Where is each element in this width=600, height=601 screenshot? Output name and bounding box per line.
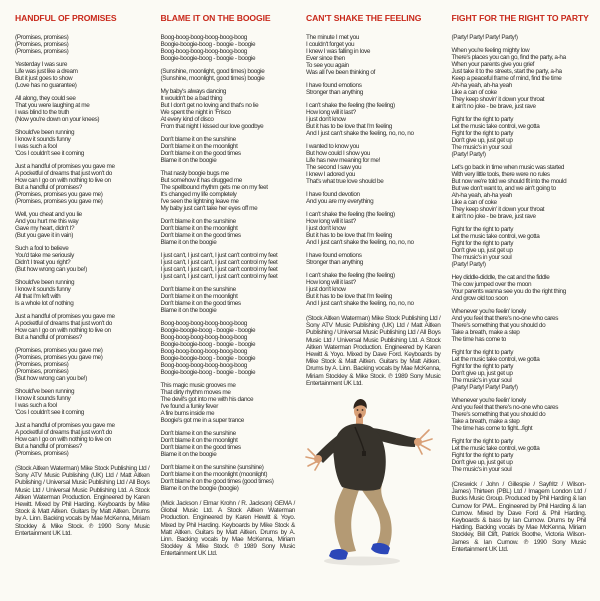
lyric-line: I can't shake the feeling (the feeling)	[306, 102, 395, 109]
stanza	[161, 170, 296, 212]
song-column-fight-for-the-right-to-party	[452, 13, 587, 591]
lyric-line: Fight for the right to party	[451, 130, 514, 137]
stanza	[161, 252, 296, 280]
lyric-line: Ever since then	[306, 55, 345, 62]
lyric-line: And I just can't shake the feeling, no, no, no	[306, 239, 414, 246]
lyric-line: (Party! Party!)	[451, 261, 486, 268]
lyric-line: The spellbound rhythm gets me on my feet	[160, 184, 268, 191]
stanza	[452, 116, 587, 158]
lyric-line: Let's go back in time when music was started	[451, 164, 565, 171]
stanza	[306, 34, 441, 76]
lyric-line: (Promises, promises you gave me)	[15, 198, 103, 205]
stanza	[161, 382, 296, 424]
lyric-line: I wanted to know you	[306, 143, 360, 150]
lyric-line: I just don't know	[306, 286, 346, 293]
stanza	[161, 430, 296, 458]
lyric-line: Don't give up, just get up	[451, 247, 513, 254]
lyric-line: It ain't no joke - be brave, just rave	[451, 213, 536, 220]
lyric-line: How long will it last?	[306, 109, 356, 116]
stanza	[306, 82, 441, 96]
lyric-line: How long will it last?	[306, 279, 356, 286]
stanza	[306, 252, 441, 266]
lyric-line: Fight for the right to party	[451, 116, 514, 123]
dancing-man-photo	[302, 397, 441, 574]
lyric-line: The music's in your soul	[451, 254, 512, 261]
lyric-line: (Sunshine, moonlight, good times) boogie	[160, 75, 265, 82]
lyric-line: Fight for the right to party	[451, 438, 514, 445]
lyric-line: Don't blame it on the moonlight	[160, 437, 238, 444]
lyric-line: Boog-boog-boog-boog-boog-boog	[160, 334, 247, 341]
lyric-line: Don't blame it on the good times	[160, 232, 241, 239]
lyric-line: I was such a fool	[15, 143, 57, 150]
song-credits: (Stock Aitken Waterman) Mike Stock Publishing Ltd / Sony ATV Music Publishing (UK) Ltd / Matt Aitken Publishing / Universal Music Publishing Ltd / All Boys Music Ltd / Universal Music Publishing Ltd. A Stock Aitken Waterman Production. Engineered by Karen Hewitt. Mixed by Phil Harding. Keyboards by Mike Stock & Matt Aitken. Guitars by Matt Aitken. Drums by A. Linn. Backing vocals by Mae McKenna, Miriam Stockley & Mike Stock. ℗ 1990 Sony Music Entertainment UK Ltd.	[15, 465, 150, 537]
song-lyrics	[306, 34, 441, 307]
lyric-line: I've found a funky fever	[160, 403, 218, 410]
lyric-line: The time has come to fight...fight	[451, 425, 533, 432]
lyric-line: Boogie-boogie-boog - boogie - boogie	[160, 369, 256, 376]
lyric-line: From that night I kissed our love goodbye	[160, 123, 264, 130]
lyric-line: But it has to be love that I'm feeling	[306, 123, 392, 130]
lyric-line: There's something that you should do	[451, 411, 546, 418]
lyric-line: (Now you're down on your knees)	[15, 116, 100, 123]
lyric-line: Is a whole lot of nothing	[15, 300, 74, 307]
stanza	[306, 191, 441, 205]
lyric-line: A pocketful of dreams that just won't do	[15, 170, 112, 177]
lyric-line: Yesterday I was sure	[15, 61, 68, 68]
lyric-line: I knew I adored you	[306, 171, 356, 178]
lyric-line: Blame it on the boogie	[160, 239, 217, 246]
lyric-line: Don't blame it on the good times (good times)	[160, 478, 274, 485]
lyric-line: (But you gave it in vain)	[15, 232, 74, 239]
lyric-line: Boog-boog-boog-boog-boog-boog	[160, 362, 247, 369]
stanza	[306, 211, 441, 246]
stanza	[452, 274, 587, 302]
lyric-line: Boogie-boogie-boog - boogie - boogie	[160, 355, 256, 362]
lyric-line: All that I'm left with	[15, 293, 61, 300]
lyric-line: But it has to be love that I'm feeling	[306, 232, 392, 239]
lyric-line: I just can't, I just can't, I just can't control my feet	[160, 273, 278, 280]
lyric-line: A fire burns inside me	[160, 410, 215, 417]
lyric-line: The cow jumped over the moon	[451, 281, 532, 288]
lyric-line: But somehow it has drugged me	[160, 177, 243, 184]
lyric-line: They keep shovin' it down your throat	[451, 96, 545, 103]
lyric-line: To see you again	[306, 62, 349, 69]
lyric-line: I just don't know	[306, 116, 346, 123]
lyric-line: Hey diddle-diddle, the cat and the fiddle	[451, 274, 550, 281]
lyric-line: That you were laughing at me	[15, 102, 90, 109]
lyric-line: But how could I show you	[306, 150, 371, 157]
lyric-line: Boogie-boogie-boog - boogie - boogie	[160, 55, 256, 62]
lyric-line: Whenever you're feelin' lonely	[451, 308, 526, 315]
lyric-line: (Party! Party!)	[451, 151, 486, 158]
lyric-line: (Promises, promises)	[15, 34, 69, 41]
lyric-line: (Sunshine, moonlight, good times) boogie	[160, 68, 265, 75]
stanza	[452, 34, 587, 41]
stanza	[15, 61, 150, 89]
lyric-line: That dirty rhythm moves me	[160, 389, 231, 396]
lyric-line: Boogie-boogie-boog - boogie - boogie	[160, 41, 256, 48]
lyric-line: Fight for the right to party	[451, 363, 514, 370]
stanza	[15, 95, 150, 123]
stanza	[161, 218, 296, 246]
lyric-line: Stronger than anything	[306, 89, 363, 96]
lyric-line: (Promises, promises you gave me)	[15, 347, 103, 354]
lyric-line: Let the music take control, we gotta	[451, 123, 540, 130]
lyric-line: Like a can of coke	[451, 89, 497, 96]
stanza	[15, 347, 150, 382]
lyric-line: (Promises, promises)	[15, 48, 69, 55]
stanza	[161, 136, 296, 164]
stanza	[15, 129, 150, 157]
lyric-line: Blame it on the boogie	[160, 307, 217, 314]
lyric-line: Such a fool to believe	[15, 245, 69, 252]
lyric-line: Gave my heart, didn't I?	[15, 225, 75, 232]
lyric-line: It's changed my life completely	[160, 191, 237, 198]
lyric-line: My baby just can't take her eyes off me	[160, 205, 258, 212]
stanza	[306, 272, 441, 307]
lyric-line: Ah-ha yeah, ah-ha yeah	[451, 192, 513, 199]
lyric-line: A pocketful of dreams that just won't do	[15, 429, 112, 436]
lyric-line: 'Cos I couldn't see it coming	[15, 150, 85, 157]
lyric-line: Let the music take control, we gotta	[451, 233, 540, 240]
lyric-line: Just take it to the streets, start the party, a-ha	[451, 68, 562, 75]
lyric-line: Fight for the right to party	[451, 226, 514, 233]
lyric-line: (Love has no guarantee)	[15, 82, 77, 89]
lyric-line: Didn't I treat you right?	[15, 259, 71, 266]
stanza	[15, 163, 150, 205]
lyric-line: How can I go on with nothing to live on	[15, 177, 111, 184]
lyric-line: You'd take me seriously	[15, 252, 75, 259]
lyric-line: I just don't know	[306, 225, 346, 232]
song-credits: (Mick Jackson / Elmar Krohn / R. Jackson) GEMA / Global Music Ltd. A Stock Aitken Waterman Production. Engineered by Karen Hewitt & Yoyo. Mixed by Phil Harding. Keyboards by Mike Stock & Matt Aitken. Guitars by Matt Aitken. Drums by A. Linn. Backing vocals by Mae McKenna, Miriam Stockley & Mike Stock. ℗ 1989 Sony Music Entertainment UK Ltd.	[160, 500, 295, 558]
lyric-line: And I just can't shake the feeling, no, no, no	[306, 300, 414, 307]
song-title: BLAME IT ON THE BOOGIE	[160, 13, 271, 23]
stanza	[452, 226, 587, 268]
lyric-line: Boogie-boogie-boog - boogie - boogie	[160, 327, 256, 334]
lyric-line: This magic music grooves me	[160, 382, 236, 389]
song-column-blame-it-on-the-boogie	[161, 13, 296, 591]
lyric-line: Fight for the right to party	[451, 349, 514, 356]
stanza	[452, 397, 587, 432]
lyric-line: Let the music take control, we gotta	[451, 445, 540, 452]
stanza	[161, 88, 296, 130]
lyric-line: Don't blame it on the good times	[160, 300, 241, 307]
lyric-line: Don't blame it on the moonlight (moonlight)	[160, 471, 268, 478]
lyric-line: Boog-boog-boog-boog-boog-boog	[160, 34, 247, 41]
lyric-line: Just a handful of promises you gave me	[15, 313, 115, 320]
lyric-line: (Promises, promises)	[15, 361, 69, 368]
lyric-line: But now we're told we should fit into the mould	[451, 178, 567, 185]
lyric-line: All along, they could see	[15, 95, 76, 102]
lyric-line: (Promises, promises)	[15, 450, 69, 457]
lyric-line: There's something that you should do	[451, 322, 546, 329]
lyric-line: 'Cos I couldn't see it coming	[15, 409, 85, 416]
stanza	[452, 349, 587, 391]
lyric-line: Boog-boog-boog-boog-boog-boog	[160, 48, 247, 55]
lyric-line: Don't give up, just get up	[451, 459, 513, 466]
lyric-line: It ain't no joke - be brave, just rave	[451, 103, 536, 110]
lyric-line: Like a can of coke	[451, 199, 497, 206]
stanza	[452, 47, 587, 110]
lyric-line: I knew I was falling in love	[306, 48, 371, 55]
song-lyrics	[161, 34, 296, 492]
lyric-line: (Promises, promises)	[15, 368, 69, 375]
lyric-line: Boog-boog-boog-boog-boog-boog	[160, 320, 247, 327]
lyric-line: The music's in your soul	[451, 377, 512, 384]
lyric-line: But I don't get no loving and that's no lie	[160, 102, 259, 109]
lyric-line: Life was just like a dream	[15, 68, 78, 75]
lyric-line: (Party! Party! Party! Party!)	[451, 384, 518, 391]
lyric-line: Don't give up, just get up	[451, 137, 513, 144]
stanza	[15, 34, 150, 55]
lyric-line: I just can't, I just can't, I just can't control my feet	[160, 266, 278, 273]
lyric-line: The time has come to	[451, 336, 506, 343]
stanza	[15, 388, 150, 416]
song-column-cant-shake-the-feeling	[306, 13, 441, 591]
lyric-line: Don't blame it on the good times	[160, 444, 241, 451]
stanza	[306, 143, 441, 185]
lyric-line: (Promises, promises you gave me)	[15, 191, 103, 198]
lyric-line: But a handful of promises?	[15, 443, 82, 450]
lyric-line: Ah-ha yeah, ah-ha yeah	[451, 82, 513, 89]
lyric-line: I just can't, I just can't, I just can't control my feet	[160, 259, 278, 266]
lyric-line: Fight for the right to party	[451, 452, 514, 459]
lyric-line: With very little tools, there were no rules	[451, 171, 550, 178]
lyric-line: I know it sounds funny	[15, 286, 71, 293]
lyric-line: Don't blame it on the sunshine	[160, 430, 236, 437]
lyric-line: Take a breath, make a step	[451, 329, 520, 336]
lyric-line: I know it sounds funny	[15, 395, 71, 402]
lyric-line: How can I go on with nothing to live on	[15, 327, 111, 334]
lyric-line: Don't blame it on the sunshine (sunshine)	[160, 464, 264, 471]
lyric-line: Fight for the right to party	[451, 240, 514, 247]
lyric-line: (But how wrong can you be!)	[15, 266, 87, 273]
lyric-line: Life has new meaning for me!	[306, 157, 381, 164]
song-lyrics	[15, 34, 150, 457]
lyric-line: Should've been running	[15, 388, 75, 395]
song-credits: (Creswick / John / Gillespie / Sayfritz / Wilson-James) Thirteen (PBL) Ltd / Imagem London Ltd / Bucks Music Group. Produced by Phil Harding & Ian Curnow for PWL. Engineered by Phil Harding & Ian Curnow. Mixed by Dave Ford & Phil Harding. Keyboards & bass by Ian Curnow. Drums by Phil Harding. Backing vocals by Mae McKenna, Miriam Stockley, Bill Clift, Patrick Boothe, Victoria Wilson-James & Ian Curnow. ℗ 1990 Sony Music Entertainment UK Ltd.	[451, 481, 586, 553]
lyric-line: I can't shake the feeling (the feeling)	[306, 211, 395, 218]
lyric-line: Whenever you're feelin' lonely	[451, 397, 526, 404]
lyric-line: I was blind to the truth	[15, 109, 70, 116]
lyric-line: And you hurt me this way	[15, 218, 79, 225]
lyric-line: A pocketful of dreams that just won't do	[15, 320, 112, 327]
stanza	[161, 464, 296, 492]
lyric-line: And you are my everything	[306, 198, 374, 205]
lyric-line: Should've been running	[15, 129, 75, 136]
lyric-line: The music's in your soul	[451, 144, 512, 151]
stanza	[15, 422, 150, 457]
stanza	[15, 211, 150, 239]
lyric-line: Was all I've been thinking of	[306, 69, 375, 76]
lyric-line: When your parents give you grief	[451, 61, 535, 68]
stanza	[452, 164, 587, 220]
lyric-line: Don't blame it on the sunshine	[160, 286, 236, 293]
lyric-line: But it just goes to show	[15, 75, 73, 82]
song-lyrics	[452, 34, 587, 473]
lyric-line: Blame it on the boogie	[160, 451, 217, 458]
lyric-line: (But how wrong can you be!)	[15, 375, 87, 382]
lyric-line: I couldn't forget you	[306, 41, 355, 48]
lyric-line: Don't give up, just get up	[451, 370, 513, 377]
song-column-handful-of-promises	[15, 13, 150, 591]
lyric-line: (Party! Party! Party! Party!)	[451, 34, 518, 41]
lyric-line: And grow old too soon	[451, 295, 508, 302]
lyric-line: (Promises, promises you gave me)	[15, 354, 103, 361]
song-credits: (Stock Aitken Waterman) Mike Stock Publishing Ltd / Sony ATV Music Publishing (UK) Ltd / Matt Aitken Publishing / Universal Music Publishing Ltd / All Boys Music Ltd / Universal Music Publishing Ltd. A Stock Aitken Waterman Production. Engineered by Karen Hewitt & Yoyo. Mixed by Dave Ford. Keyboards by Mike Stock & Matt Aitken. Guitars by Matt Aitken. Drums by A. Linn. Backing vocals by Mae McKenna, Miriam Stockley & Mike Stock. ℗ 1989 Sony Music Entertainment UK Ltd.	[306, 315, 441, 387]
stanza	[15, 313, 150, 341]
stanza	[161, 34, 296, 62]
lyric-line: Don't blame it on the sunshine	[160, 136, 236, 143]
stanza	[452, 438, 587, 473]
lyric-line: They keep shovin' it down your throat	[451, 206, 545, 213]
lyric-line: My baby's always dancing	[160, 88, 227, 95]
lyric-line: I have found emotions	[306, 252, 362, 259]
lyric-line: Don't blame it on the sunshine	[160, 218, 236, 225]
lyric-line: The minute I met you	[306, 34, 360, 41]
lyric-line: But it has to be love that I'm feeling	[306, 293, 392, 300]
lyric-line: Just a handful of promises you gave me	[15, 163, 115, 170]
stanza	[452, 308, 587, 343]
stanza	[15, 279, 150, 307]
lyric-line: Don't blame it on the good times	[160, 150, 241, 157]
lyric-line: Don't blame it on the moonlight	[160, 225, 238, 232]
lyric-line: That's what true love should be	[306, 178, 384, 185]
lyric-line: Stronger than anything	[306, 259, 363, 266]
stanza	[15, 245, 150, 273]
lyric-line: (Promises, promises)	[15, 41, 69, 48]
stanza	[161, 320, 296, 376]
lyric-line: I have found emotions	[306, 82, 362, 89]
lyric-line: Don't blame it on the moonlight	[160, 143, 238, 150]
lyric-line: Take a breath, make a step	[451, 418, 520, 425]
stanza	[306, 102, 441, 137]
lyric-line: Your parents wanna see you do the right thing	[451, 288, 566, 295]
dancing-man-illustration	[302, 397, 436, 569]
lyric-line: Blame it on the boogie (boogie)	[160, 485, 239, 492]
song-title: CAN'T SHAKE THE FEELING	[306, 13, 422, 23]
lyric-line: Blame it on the boogie	[160, 157, 217, 164]
lyric-line: Well, you cheat and you lie	[15, 211, 82, 218]
lyric-line: The devil's got into me with his dance	[160, 396, 254, 403]
lyric-line: How long will it last?	[306, 218, 356, 225]
lyric-line: We spent the night in 'Frisco	[160, 109, 231, 116]
song-title: HANDFUL OF PROMISES	[15, 13, 117, 23]
lyric-line: But we don't want to, and we ain't going to	[451, 185, 556, 192]
lyric-line: Boogie's got me in a super trance	[160, 417, 244, 424]
lyric-line: The music's in your soul	[451, 466, 512, 473]
lyric-line: Should've been running	[15, 279, 75, 286]
stanza	[161, 68, 296, 82]
lyric-line: That nasty boogie bugs me	[160, 170, 229, 177]
lyric-line: Let the music take control, we gotta	[451, 356, 540, 363]
lyric-line: I just can't, I just can't, I just can't control my feet	[160, 252, 278, 259]
lyric-line: I've seen the lightning leave me	[160, 198, 239, 205]
lyric-line: It wouldn't be a bad thing	[160, 95, 223, 102]
lyric-line: And I just can't shake the feeling, no, no, no	[306, 130, 414, 137]
lyric-line: Don't blame it on the moonlight	[160, 293, 238, 300]
lyric-line: I have found devotion	[306, 191, 360, 198]
song-title: FIGHT FOR THE RIGHT TO PARTY	[451, 13, 589, 23]
lyric-line: And you feel that there's no-one who cares	[451, 404, 559, 411]
lyric-line: When you're feeling mighty low	[451, 47, 530, 54]
lyric-line: I can't shake the feeling (the feeling)	[306, 272, 395, 279]
lyric-line: But a handful of promises?	[15, 334, 82, 341]
lyric-line: And you feel that there's no-one who cares	[451, 315, 559, 322]
lyric-line: Boogie-boogie-boog - boogie - boogie	[160, 341, 256, 348]
lyric-line: The second I saw you	[306, 164, 362, 171]
lyric-line: How can I go on with nothing to live on	[15, 436, 111, 443]
lyric-line: But a handful of promises?	[15, 184, 82, 191]
lyric-line: Just a handful of promises you gave me	[15, 422, 115, 429]
lyric-line: Boog-boog-boog-boog-boog-boog	[160, 348, 247, 355]
lyric-line: Keep a peaceful frame of mind, find the time	[451, 75, 562, 82]
lyric-line: At every kind of disco	[160, 116, 214, 123]
stanza	[161, 286, 296, 314]
lyric-line: I was such a fool	[15, 402, 57, 409]
lyric-line: I know it sounds funny	[15, 136, 71, 143]
lyric-line: There's places you can go, find the party, a-ha	[451, 54, 566, 61]
